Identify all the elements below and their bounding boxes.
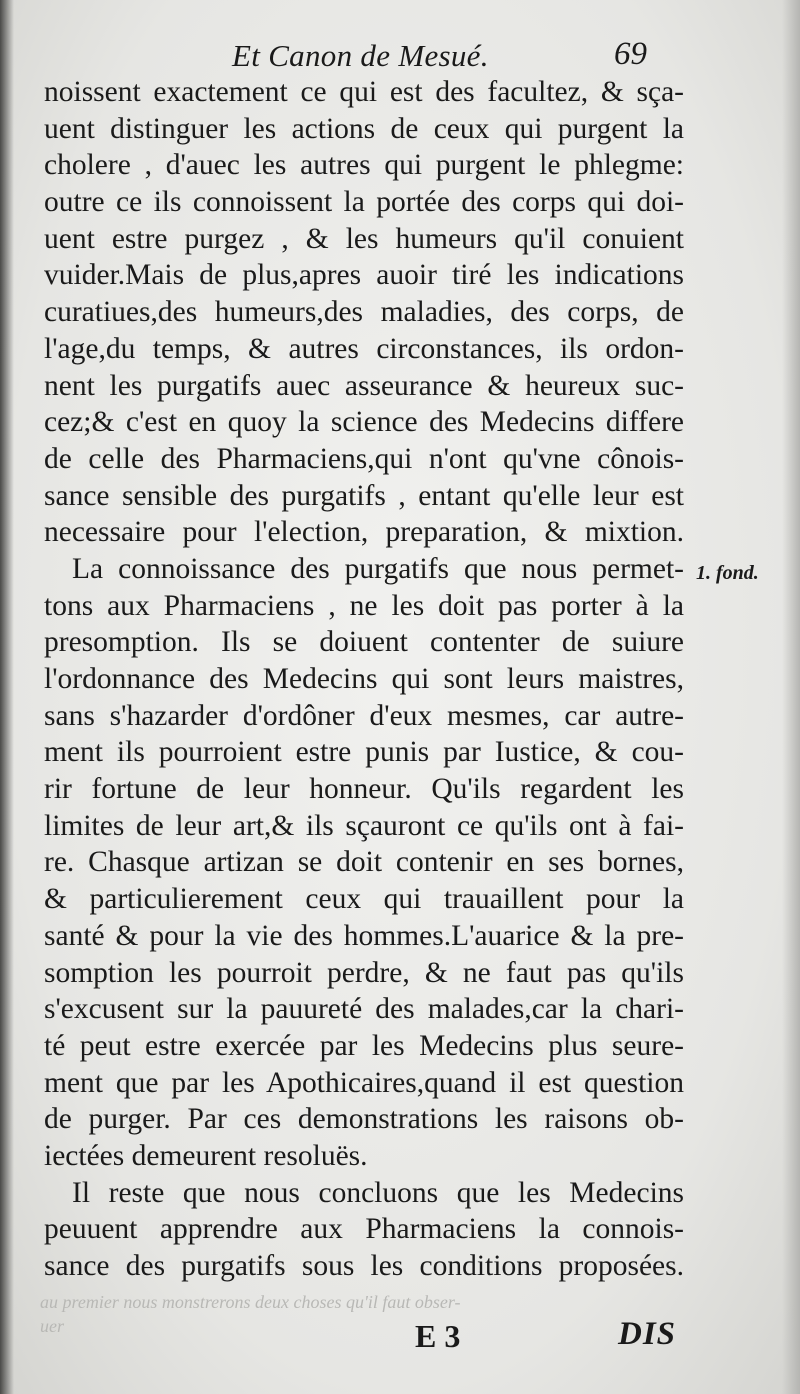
- text-line: vuider.Mais de plus,apres auoir tiré les indications: [44, 259, 684, 292]
- text-line: necessaire pour l'election, preparation, & mixtion.: [44, 516, 684, 549]
- text-line: l'ordonnance des Medecins qui sont leurs maistres,: [44, 663, 684, 695]
- bleed-through-text: [40, 1290, 700, 1338]
- text-line: re. Chasque artizan se doit contenir en ses bornes,: [44, 846, 684, 879]
- catchword: DIS: [618, 1316, 677, 1352]
- text-line: sance sensible des purgatifs , entant qu'elle leur est: [44, 479, 684, 512]
- text-line: uent distinguer les actions de ceux qui purgent la: [44, 112, 684, 145]
- text-line: presomption. Ils se doiuent contenter de suiure: [44, 626, 684, 659]
- text-line: santé & pour la vie des hommes.L'auarice & la pre-: [44, 919, 684, 952]
- page-gutter-shadow: [0, 0, 14, 1394]
- bleed-through-line: uer: [40, 1316, 64, 1336]
- text-line: uent estre purgez , & les humeurs qu'il conuient: [44, 222, 684, 255]
- text-line: ment que par les Apothicaires,quand il est question: [44, 1066, 684, 1099]
- text-line: ment ils pourroient estre punis par Iustice, & cou-: [44, 736, 684, 769]
- text-line: s'excusent sur la pauureté des malades,car la chari-: [44, 993, 684, 1026]
- text-line: limites de leur art,& ils sçauront ce qu'ils ont à fai-: [44, 809, 684, 842]
- text-line: somption les pourroit perdre, & ne faut pas qu'ils: [44, 956, 684, 989]
- text-line: cez;& c'est en quoy la science des Medecins differe: [44, 406, 684, 439]
- text-line: tons aux Pharmaciens , ne les doit pas porter à la: [44, 589, 684, 622]
- body-text: [44, 74, 684, 1285]
- running-head: [0, 30, 800, 80]
- text-line: sance des purgatifs sous les conditions proposées.: [44, 1250, 684, 1282]
- paragraph-first-line: La connoissance des purgatifs que nous permet-: [72, 552, 684, 585]
- text-line: té peut estre exercée par les Medecins plus seure-: [44, 1029, 684, 1062]
- text-line: sans s'hazarder d'ordôner d'eux mesmes, car autre-: [44, 699, 684, 732]
- page-number: 69: [614, 36, 647, 72]
- text-line: de purger. Par ces demonstrations les raisons ob-: [44, 1103, 684, 1136]
- text-line: l'age,du temps, & autres circonstances, ils ordon-: [44, 332, 684, 365]
- running-head-title: Et Canon de Mesué.: [232, 38, 489, 73]
- text-line: curatiues,des humeurs,des maladies, des corps, de: [44, 296, 684, 329]
- text-line: rir fortune de leur honneur. Qu'ils regardent les: [44, 773, 684, 806]
- text-line: de celle des Pharmaciens,qui n'ont qu'vne cônois-: [44, 442, 684, 475]
- text-line: noissent exactement ce qui est des facultez, & sça-: [44, 76, 684, 108]
- margin-note: 1. fond.: [696, 562, 759, 584]
- bleed-through-line: au premier nous monstrerons deux choses qu'il faut obser-: [40, 1292, 461, 1312]
- page-edge-shadow: [782, 0, 800, 1394]
- text-line: nent les purgatifs auec asseurance & heureux suc-: [44, 369, 684, 402]
- text-line: outre ce ils connoissent la portée des corps qui doi-: [44, 186, 684, 219]
- text-line: & particulierement ceux qui trauaillent pour la: [44, 883, 684, 916]
- text-line: peuuent apprendre aux Pharmaciens la connois-: [44, 1213, 684, 1246]
- paragraph-last-line: iectées demeurent resoluës.: [44, 1139, 368, 1172]
- signature-mark: E 3: [415, 1318, 461, 1354]
- paragraph-first-line: Il reste que nous concluons que les Medecins: [72, 1176, 684, 1209]
- text-line: cholere , d'auec les autres qui purgent le phlegme:: [44, 149, 684, 182]
